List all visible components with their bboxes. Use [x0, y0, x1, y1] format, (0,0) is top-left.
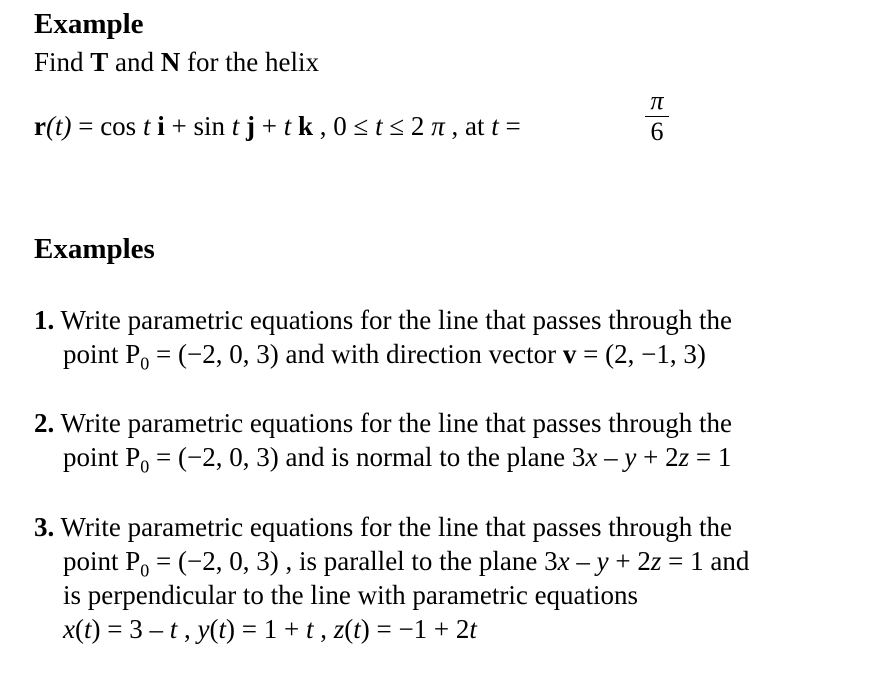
- eq-unit-j: j: [239, 111, 255, 141]
- example-2-line-2: [63, 441, 732, 477]
- eq-var: (t): [45, 111, 72, 141]
- text-span: = (−2, 0, 3) and is normal to the plane 3: [149, 442, 586, 472]
- subscript: 0: [140, 456, 150, 477]
- text-span: and: [108, 47, 161, 77]
- fraction-pi-over-6: [644, 86, 670, 147]
- var-y: y: [596, 546, 609, 576]
- var-t: t: [305, 614, 314, 644]
- eq-text: , at: [444, 111, 492, 141]
- eq-text: ≤ 2: [382, 111, 432, 141]
- eq-text: + sin: [164, 111, 232, 141]
- var-t: t: [353, 614, 361, 644]
- example-3-line-2: [63, 545, 750, 581]
- var-t: t: [83, 614, 92, 644]
- var-z: z: [650, 546, 662, 576]
- var-t: t: [218, 614, 226, 644]
- eq-var: t: [491, 111, 499, 141]
- var-z: z: [333, 614, 345, 644]
- item-number: 1.: [34, 305, 55, 335]
- text-span: (: [74, 614, 84, 644]
- text-span: ,: [177, 614, 198, 644]
- bold-N: N: [160, 47, 181, 77]
- example-3-line-1: [34, 511, 732, 543]
- eq-r: r: [34, 111, 46, 141]
- text-span: = (−2, 0, 3) , is parallel to the plane 3: [149, 546, 558, 576]
- example-3-line-4: [63, 613, 477, 645]
- text-span: (: [209, 614, 219, 644]
- bold-T: T: [90, 47, 109, 77]
- text-span: ) = 1 +: [225, 614, 306, 644]
- eq-text: +: [254, 111, 284, 141]
- eq-text: , 0 ≤: [313, 111, 376, 141]
- text-span: point P: [63, 546, 141, 576]
- text-span: = 1 and: [661, 546, 750, 576]
- text-span: Write parametric equations for the line that passes through the: [54, 305, 732, 335]
- var-x: x: [585, 442, 598, 472]
- example-1-line-1: [34, 304, 732, 336]
- text-span: = (2, −1, 3): [576, 339, 706, 369]
- var-y: y: [197, 614, 210, 644]
- text-span: point P: [63, 442, 141, 472]
- item-number: 2.: [34, 408, 55, 438]
- subscript: 0: [140, 560, 150, 581]
- fraction-numerator: π: [650, 86, 664, 115]
- text-span: (: [344, 614, 354, 644]
- example-prompt: [34, 46, 319, 78]
- item-number: 3.: [34, 512, 55, 542]
- text-span: ) = −1 + 2: [360, 614, 470, 644]
- eq-pi: π: [431, 111, 445, 141]
- eq-unit-k: k: [291, 111, 314, 141]
- text-span: ,: [313, 614, 334, 644]
- var-x: x: [557, 546, 570, 576]
- bold-v: v: [562, 339, 577, 369]
- text-span: point P: [63, 339, 141, 369]
- text-span: ) = 3 –: [91, 614, 170, 644]
- example-1-line-2: [63, 338, 706, 374]
- eq-var: t: [283, 111, 292, 141]
- text-span: + 2: [608, 546, 651, 576]
- eq-var: t: [142, 111, 151, 141]
- example-2-line-1: [34, 407, 732, 439]
- example-heading: Example: [34, 8, 144, 40]
- text-span: for the helix: [180, 47, 319, 77]
- fraction-denominator: 6: [650, 117, 664, 146]
- eq-text: =: [498, 111, 521, 141]
- example-3-line-3: is perpendicular to the line with parametric equations: [63, 580, 639, 610]
- text-span: Write parametric equations for the line that passes through the: [54, 512, 732, 542]
- text-span: –: [569, 546, 597, 576]
- eq-unit-i: i: [150, 111, 165, 141]
- var-y: y: [624, 442, 637, 472]
- helix-equation: [34, 110, 521, 142]
- eq-var: t: [375, 111, 383, 141]
- text-span: Write parametric equations for the line that passes through the: [54, 408, 732, 438]
- text-span: –: [597, 442, 625, 472]
- var-z: z: [678, 442, 690, 472]
- subscript: 0: [140, 353, 150, 374]
- examples-heading: Examples: [34, 233, 155, 265]
- eq-text: = cos: [71, 111, 143, 141]
- var-t: t: [469, 614, 477, 644]
- var-x: x: [63, 614, 75, 644]
- text-span: = (−2, 0, 3) and with direction vector: [149, 339, 563, 369]
- text-span: Find: [34, 47, 91, 77]
- var-t: t: [169, 614, 178, 644]
- text-span: + 2: [636, 442, 679, 472]
- text-span: = 1: [689, 442, 732, 472]
- eq-var: t: [231, 111, 240, 141]
